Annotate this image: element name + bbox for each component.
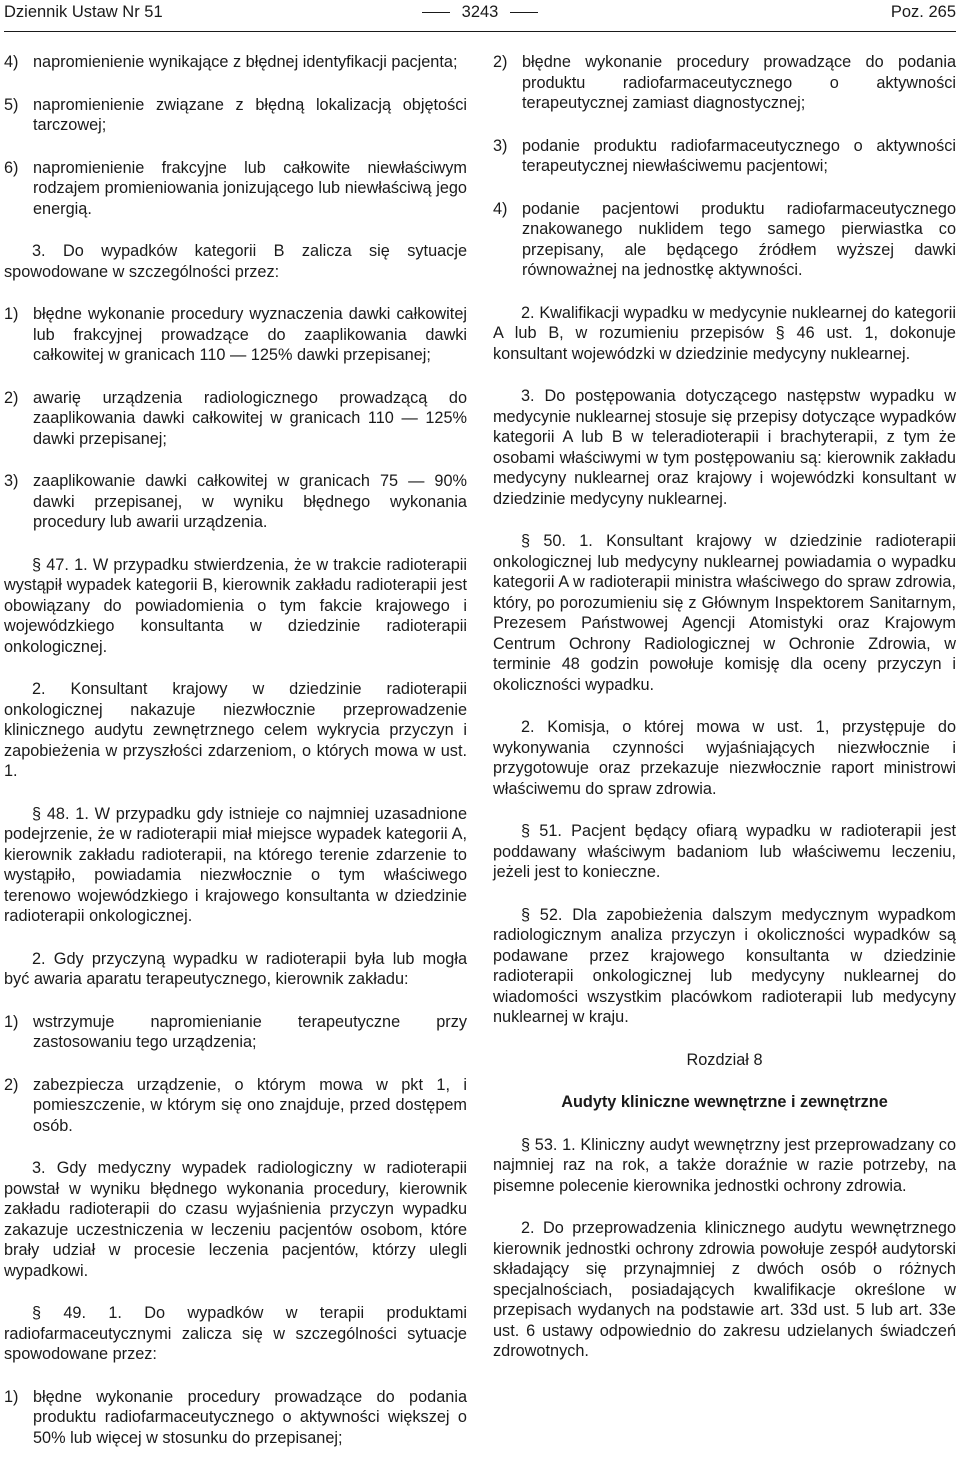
paragraph: 3. Do wypadków kategorii B zalicza się sytuacje spowodowane w szczególności przez:	[4, 242, 467, 281]
right-column	[493, 52, 956, 1384]
list-item	[4, 388, 467, 450]
dash-right	[510, 12, 538, 13]
item-text: podanie produktu radiofarmaceutycznego o aktywności terapeutycznej niewłaściwemu pacjentowi;	[522, 136, 956, 175]
list-item	[4, 471, 467, 533]
list-item	[493, 199, 956, 281]
item-number: 2)	[4, 388, 19, 407]
item-text: zabezpiecza urządzenie, o którym mowa w pkt 1, i pomieszczenie, w którym się ono znajduje, przed dostępem osób.	[33, 1075, 467, 1135]
item-number: 3)	[493, 136, 508, 155]
item-text: wstrzymuje napromienianie terapeutyczne przy zastosowaniu tego urządzenia;	[33, 1012, 467, 1051]
section-53-paragraph-1: § 53. 1. Kliniczny audyt wewnętrzny jest przeprowadzany co najmniej raz na rok, a także doraźnie w razie potrzeby, na pisemne polecenie kierownika jednostki ochrony zdrowia.	[493, 1135, 956, 1195]
section-48-paragraph-3: 3. Gdy medyczny wypadek radiologiczny w radioterapii powstał w wyniku błędnego wykonania procedury, kierownik zakładu radioterapii do czasu wyjaśnienia przyczyn wypadku zakazuje uczestniczenia w leczeniu pacjentów osobom, które brały udział w procesie leczenia pacjentów, którzy ulegli wypadkowi.	[4, 1159, 467, 1280]
section-50-paragraph-1: § 50. 1. Konsultant krajowy w dziedzinie radioterapii onkologicznej lub medycyny nuklearnej powiadamia o wypadku kategorii A w radioterapii ministra właściwego do spraw zdrowia, który, po porozumieniu się z Głównym Inspektorem Sanitarnym, Prezesem Państwowej Agencji Atomistyki oraz Krajowym Centrum Ochrony Radiologicznej w Ochronie Zdrowia, w terminie 48 godzin powołuje komisję dla oceny przyczyn i okoliczności wypadku.	[493, 532, 956, 694]
page-header	[4, 0, 956, 24]
item-number: 1)	[4, 1387, 19, 1406]
list-item	[4, 95, 467, 136]
list-item	[4, 1075, 467, 1137]
page-number-block	[4, 0, 956, 24]
item-text: zaaplikowanie dawki całkowitej w granicach 75 — 90% dawki przepisanej, w wyniku błędnego wykonania procedury lub awarii urządzenia.	[33, 472, 467, 531]
list-item	[493, 52, 956, 114]
section-49-paragraph-1: § 49. 1. Do wypadków w terapii produktami radiofarmaceutycznymi zalicza się w szczególności sytuacje spowodowane przez:	[4, 1304, 467, 1363]
list-item	[4, 158, 467, 220]
item-text: podanie pacjentowi produktu radiofarmaceutycznego znakowanego nuklidem tego samego pierwiastka co przepisany, ale będącego źródłem wyższej dawki równoważnej na jednostkę aktywności.	[522, 199, 956, 279]
left-column	[4, 52, 467, 1470]
chapter-heading: Rozdział 8	[686, 1050, 763, 1069]
section-53-paragraph-2: 2. Do przeprowadzenia klinicznego audytu wewnętrznego kierownik jednostki ochrony zdrowia powołuje zespół audytorski składający się przynajmniej z dwóch osób o różnych specjalnościach, posiadających kwalifikacje określone w przepisach wydanych na podstawie art. 33d ust. 5 lub art. 33e ust. 6 ustawy odpowiednio do zakresu udzielanych świadczeń zdrowotnych.	[493, 1219, 956, 1360]
list-item	[4, 304, 467, 366]
item-text: awarię urządzenia radiologicznego prowadzącą do zaaplikowania dawki całkowitej w granicach 110 — 125% dawki przepisanej;	[33, 388, 467, 448]
section-47-paragraph-2: 2. Konsultant krajowy w dziedzinie radioterapii onkologicznej nakazuje niezwłocznie przeprowadzenie klinicznego audytu zewnętrznego celem wykrycia przyczyn i zapobieżenia w przyszłości zdarzeniom, o których mowa w ust. 1.	[4, 680, 467, 780]
section-51: § 51. Pacjent będący ofiarą wypadku w radioterapii jest poddawany właściwym badaniom lub właściwemu leczeniu, jeżeli jest to konieczne.	[493, 822, 956, 881]
chapter-title: Audyty kliniczne wewnętrzne i zewnętrzne	[561, 1093, 888, 1111]
item-number: 2)	[4, 1075, 19, 1094]
section-49-paragraph-3: 3. Do postępowania dotyczącego następstw wypadku w medycynie nuklearnej stosuje się przepisy dotyczące wypadków kategorii A lub B w teleradioterapii i brachyterapii, z tym że osobami właściwymi w tym postępowaniu są: kierownik zakładu medycyny nuklearnej oraz krajowy i wojewódzki konsultant w dziedzinie medycyny nuklearnej.	[493, 387, 956, 508]
section-49-paragraph-2: 2. Kwalifikacji wypadku w medycynie nuklearnej do kategorii A lub B, w rozumieniu przepisów § 46 ust. 1, dokonuje konsultant wojewódzki w dziedzinie medycyny nuklearnej.	[493, 303, 956, 363]
item-number: 5)	[4, 95, 19, 114]
item-text: błędne wykonanie procedury prowadzące do podania produktu radiofarmaceutycznego o aktywności terapeutycznej zamiast diagnostycznej;	[522, 53, 956, 112]
item-number: 1)	[4, 1012, 19, 1031]
position-number: Poz. 265	[890, 3, 956, 21]
section-50-paragraph-2: 2. Komisja, o której mowa w ust. 1, przystępuje do wykonywania czynności wyjaśniających niezwłocznie i przygotowuje oraz przekazuje niezwłocznie raport ministrowi właściwemu do spraw zdrowia.	[493, 718, 956, 798]
item-number: 3)	[4, 472, 19, 490]
item-number: 2)	[493, 53, 508, 71]
item-number: 1)	[4, 305, 19, 323]
item-text: napromienienie frakcyjne lub całkowite niewłaściwym rodzajem promieniowania jonizującego lub niewłaściwą jego energią.	[33, 158, 467, 218]
item-number: 4)	[493, 199, 508, 218]
list-item	[4, 1387, 467, 1449]
item-number: 4)	[4, 53, 19, 71]
item-text: błędne wykonanie procedury prowadzące do podania produktu radiofarmaceutycznego o aktywności większej o 50% lub więcej w stosunku do przepisanej;	[33, 1387, 467, 1447]
item-number: 6)	[4, 158, 19, 177]
journal-title: Dziennik Ustaw Nr 51	[4, 3, 163, 21]
page-number: 3243	[461, 3, 499, 21]
section-52: § 52. Dla zapobieżenia dalszym medycznym wypadkom radiologicznym analiza przyczyn i okoliczności wypadków są podawane przez krajowego konsultanta w dziedzinie radioterapii onkologicznej lub medycyny nuklearnej do wiadomości wszystkim placówkom radioterapii lub medycyny nuklearnej w kraju.	[493, 905, 956, 1026]
item-text: napromienienie związane z błędną lokalizacją objętości tarczowej;	[33, 95, 467, 134]
list-item	[4, 1012, 467, 1053]
dash-left	[422, 12, 450, 13]
section-47-paragraph-1: § 47. 1. W przypadku stwierdzenia, że w trakcie radioterapii wystąpił wypadek kategorii B, kierownik zakładu radioterapii jest obowiązany do powiadomienia o tym fakcie krajowego i wojewódzkiego konsultanta w dziedzinie radioterapii onkologicznej.	[4, 555, 467, 656]
section-48-paragraph-2: 2. Gdy przyczyną wypadku w radioterapii była lub mogła być awaria aparatu terapeutycznego, kierownik zakładu:	[4, 949, 467, 988]
list-item	[493, 136, 956, 177]
header-rule	[4, 31, 956, 32]
section-48-paragraph-1: § 48. 1. W przypadku gdy istnieje co najmniej uzasadnione podejrzenie, że w radioterapii miał miejsce wypadek kategorii A, kierownik zakładu radioterapii, na którego terenie zdarzenie to wystąpiło, powiadamia niezwłocznie o tym właściwego terenowo wojewódzkiego i krajowego konsultanta w dziedzinie radioterapii onkologicznej.	[4, 804, 467, 925]
item-text: błędne wykonanie procedury wyznaczenia dawki całkowitej lub frakcyjnej prowadzące do zaaplikowania dawki całkowitej w granicach 110 — 125% dawki przepisanej;	[33, 305, 467, 364]
list-item	[4, 52, 467, 73]
item-text: napromienienie wynikające z błędnej identyfikacji pacjenta;	[33, 53, 458, 71]
